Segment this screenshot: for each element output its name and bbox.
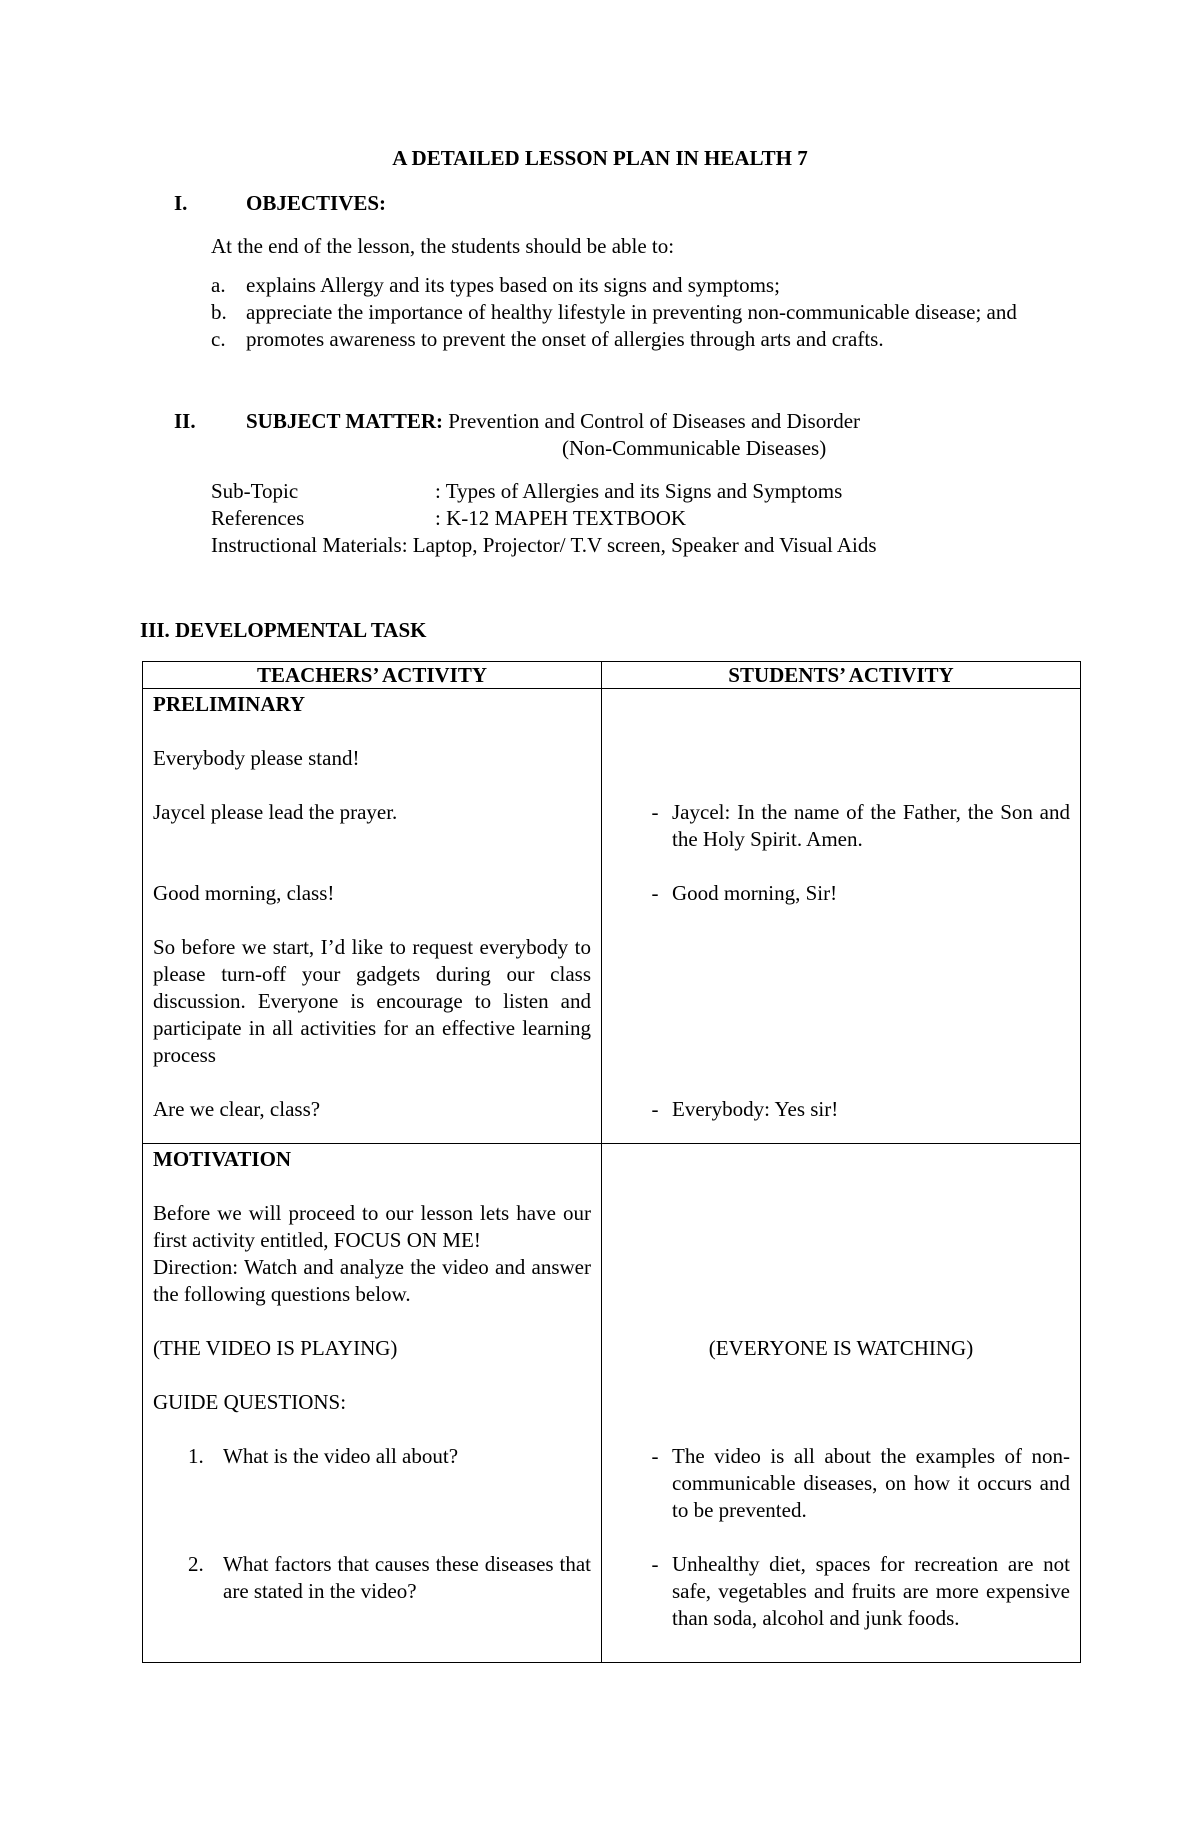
bullet-dash: - xyxy=(651,881,659,905)
preliminary-row xyxy=(143,689,1081,1144)
subject-matter-value: Prevention and Control of Diseases and Disorder xyxy=(448,409,861,433)
motivation-heading: MOTIVATION xyxy=(153,1147,292,1171)
teacher-line: Good morning, class! xyxy=(153,881,335,905)
detail-value: : Laptop, Projector/ T.V screen, Speaker and Visual Aids xyxy=(401,533,877,557)
detail-label: References xyxy=(211,506,305,530)
objective-text: appreciate the importance of healthy lifestyle in preventing non-communicable disease; and xyxy=(246,300,1017,324)
student-response xyxy=(612,799,1070,853)
objective-text: explains Allergy and its types based on its signs and symptoms; xyxy=(246,273,780,297)
bullet-dash: - xyxy=(651,800,659,824)
question-text: What is the video all about? xyxy=(223,1444,459,1468)
subject-matter-line xyxy=(246,408,860,435)
detail-row xyxy=(211,532,1111,559)
bullet-dash: - xyxy=(651,1444,659,1468)
response-text: Everybody: Yes sir! xyxy=(672,1097,839,1121)
response-text: Unhealthy diet, spaces for recreation are not safe, vegetables and fruits are more expensive than soda, alcohol and junk foods. xyxy=(672,1552,1070,1630)
preliminary-student-cell xyxy=(602,689,1081,1144)
response-text: Jaycel: In the name of the Father, the Son and the Holy Spirit. Amen. xyxy=(672,800,1070,851)
developmental-task-heading: III. DEVELOPMENTAL TASK xyxy=(140,618,427,642)
objective-text: promotes awareness to prevent the onset of allergies through arts and crafts. xyxy=(246,327,884,351)
bullet-dash: - xyxy=(651,1097,659,1121)
preliminary-heading: PRELIMINARY xyxy=(153,692,306,716)
motivation-row xyxy=(143,1144,1081,1663)
teacher-line: Before we will proceed to our lesson lets have our first activity entitled, FOCUS ON ME! xyxy=(153,1201,591,1252)
question-number: 2. xyxy=(188,1552,204,1576)
teacher-line: Everybody please stand! xyxy=(153,746,360,770)
objectives-number: I. xyxy=(174,191,188,215)
objective-item xyxy=(211,299,1059,326)
student-response xyxy=(612,880,1070,907)
detail-label: Sub-Topic xyxy=(211,479,299,503)
activity-table xyxy=(142,661,1081,1663)
detail-label: Instructional Materials xyxy=(211,533,402,557)
bullet-dash: - xyxy=(651,1552,659,1576)
teacher-line: So before we start, I’d like to request everybody to please turn-off your gadgets during our class discussion. Everyone is encourage to listen and participate in all activities for an effective learning process xyxy=(153,935,591,1067)
objective-item xyxy=(211,272,1059,299)
teacher-line: GUIDE QUESTIONS: xyxy=(153,1390,347,1414)
preliminary-teacher-cell xyxy=(143,689,602,1144)
objective-item xyxy=(211,326,1059,353)
objective-letter: a. xyxy=(211,273,226,297)
teacher-line: Jaycel please lead the prayer. xyxy=(153,800,398,824)
motivation-teacher-cell xyxy=(143,1144,602,1663)
detail-row xyxy=(211,478,1111,505)
guide-question xyxy=(153,1551,591,1605)
student-response xyxy=(612,1096,1070,1123)
objectives-heading: OBJECTIVES: xyxy=(246,191,387,215)
teacher-line: (THE VIDEO IS PLAYING) xyxy=(153,1336,398,1360)
teacher-line: Direction: Watch and analyze the video and answer the following questions below. xyxy=(153,1255,591,1306)
subject-matter-number: II. xyxy=(174,409,196,433)
subject-matter-details xyxy=(211,478,1111,559)
objective-letter: b. xyxy=(211,300,227,324)
detail-value: : K-12 MAPEH TEXTBOOK xyxy=(435,506,687,530)
question-text: What factors that causes these diseases that are stated in the video? xyxy=(223,1552,591,1603)
subject-matter-value-2: (Non-Communicable Diseases) xyxy=(562,436,827,460)
subject-matter-heading: SUBJECT MATTER: xyxy=(246,409,444,433)
document-title: A DETAILED LESSON PLAN IN HEALTH 7 xyxy=(392,146,808,170)
student-line: (EVERYONE IS WATCHING) xyxy=(708,1336,974,1360)
response-text: The video is all about the examples of non-communicable diseases, on how it occurs and to be prevented. xyxy=(672,1444,1070,1522)
objective-letter: c. xyxy=(211,327,226,351)
teachers-activity-header: TEACHERS’ ACTIVITY xyxy=(143,662,602,689)
teacher-line: Are we clear, class? xyxy=(153,1097,321,1121)
guide-question xyxy=(153,1443,591,1470)
objectives-intro: At the end of the lesson, the students should be able to: xyxy=(211,234,675,258)
response-text: Good morning, Sir! xyxy=(672,881,838,905)
students-activity-header: STUDENTS’ ACTIVITY xyxy=(602,662,1081,689)
table-header-row xyxy=(143,662,1081,689)
student-response xyxy=(612,1443,1070,1524)
student-response xyxy=(612,1551,1070,1632)
detail-row xyxy=(211,505,1111,532)
question-number: 1. xyxy=(188,1444,204,1468)
detail-value: : Types of Allergies and its Signs and Symptoms xyxy=(435,479,843,503)
objectives-list xyxy=(211,272,1059,353)
motivation-student-cell xyxy=(602,1144,1081,1663)
